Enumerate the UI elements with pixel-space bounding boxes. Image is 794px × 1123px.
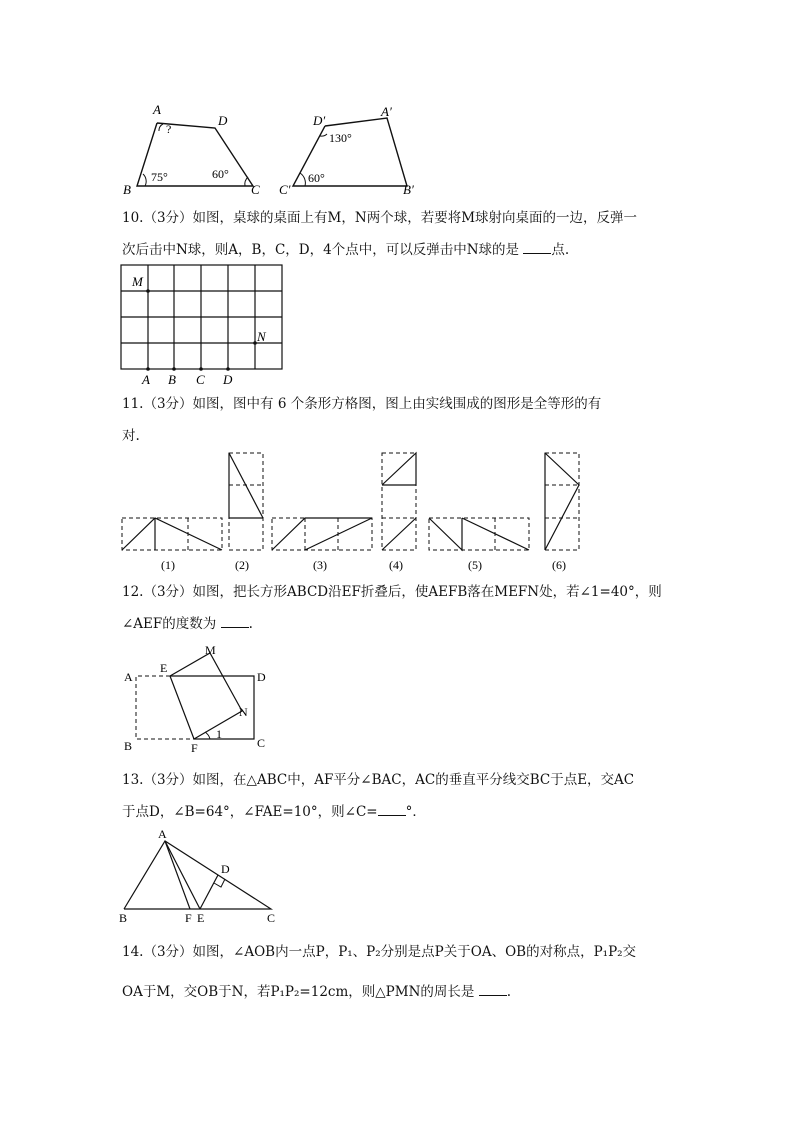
- billiard-grid-figure: [115, 262, 290, 390]
- label-C: C: [257, 736, 266, 750]
- q13-answer-blank: [378, 803, 406, 816]
- label-M: M: [205, 643, 216, 657]
- angle-1-label: 1: [216, 727, 222, 741]
- label-E: E: [160, 661, 168, 675]
- caption-5: (5): [468, 558, 482, 572]
- angle-c-prime-label: 60°: [308, 171, 325, 185]
- q10-line2: 次后击中N球，则A，B，C，D，4个点中，可以反弹击中N球的是 点.: [122, 242, 570, 258]
- q10-line1: 10.（3分）如图，桌球的桌面上有M，N两个球，若要将M球射向桌面的一边，反弹一: [122, 210, 638, 226]
- q11-line2: 对.: [122, 428, 140, 444]
- label-F: F: [191, 741, 198, 752]
- caption-6: (6): [552, 558, 566, 572]
- label-B: B: [123, 182, 131, 197]
- label-E: E: [197, 911, 205, 925]
- label-D: D: [257, 670, 266, 684]
- point-D-label: D: [223, 372, 233, 387]
- q13-line2: 于点D，∠B=64°，∠FAE=10°，则∠C= °．: [122, 804, 426, 820]
- label-D-prime: D′: [313, 113, 326, 128]
- folded-rectangle-figure: [115, 640, 275, 752]
- label-F: F: [185, 911, 192, 925]
- label-N: N: [239, 705, 248, 719]
- q14-line2: OA于M，交OB于N，若P₁P₂=12cm，则△PMN的周长是 .: [122, 984, 511, 1000]
- q10-answer-blank: [523, 241, 551, 254]
- point-B-label: B: [168, 372, 176, 387]
- label-A: A: [153, 102, 161, 117]
- label-B: B: [124, 739, 133, 752]
- label-A-prime: A′: [381, 104, 392, 119]
- angle-b-label: 75°: [151, 170, 168, 184]
- label-A: A: [158, 827, 167, 841]
- angle-a-label: ?: [166, 122, 172, 136]
- caption-3: (3): [313, 558, 327, 572]
- point-A-label: A: [142, 372, 150, 387]
- q14-answer-blank: [479, 983, 507, 996]
- strip-grids-figure: [118, 448, 588, 576]
- label-B-prime: B′: [403, 182, 414, 197]
- label-B: B: [119, 911, 128, 925]
- quadrilaterals-figure: [115, 98, 435, 198]
- label-D: D: [221, 862, 230, 876]
- label-C: C: [267, 911, 276, 925]
- angle-c-label: 60°: [212, 167, 229, 181]
- label-C: C: [251, 182, 260, 197]
- q12-answer-blank: [221, 615, 249, 628]
- ball-M-label: M: [132, 274, 143, 289]
- q11-line1: 11.（3分）如图，图中有 6 个条形方格图，图上由实线围成的图形是全等形的有: [122, 396, 602, 412]
- angle-d-prime-label: 130°: [329, 131, 352, 145]
- ball-N-label: N: [257, 329, 266, 344]
- label-D: D: [218, 113, 228, 128]
- q14-line1: 14.（3分）如图，∠AOB内一点P，P₁、P₂分别是点P关于OA、OB的对称点，P₁P₂交: [122, 944, 637, 960]
- point-C-label: C: [196, 372, 205, 387]
- caption-1: (1): [161, 558, 175, 572]
- q12-line2: ∠AEF的度数为 .: [122, 616, 253, 632]
- label-C-prime: C′: [279, 182, 291, 197]
- caption-4: (4): [389, 558, 403, 572]
- triangle-abc-figure: [115, 826, 285, 926]
- label-A: A: [124, 670, 133, 684]
- q12-line1: 12.（3分）如图，把长方形ABCD沿EF折叠后，使AEFB落在MEFN处，若∠1=40°，则: [122, 584, 662, 600]
- q13-line1: 13.（3分）如图，在△ABC中，AF平分∠BAC，AC的垂直平分线交BC于点E，交AC: [122, 772, 635, 788]
- caption-2: (2): [235, 558, 249, 572]
